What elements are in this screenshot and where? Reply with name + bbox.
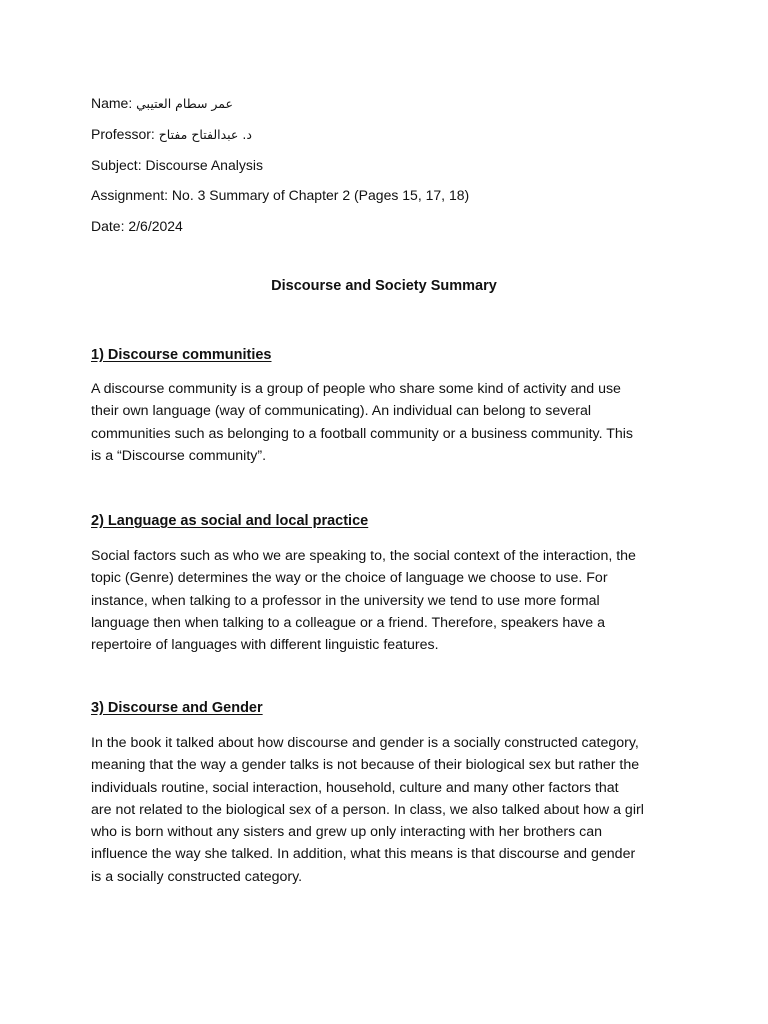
name-label: Name: xyxy=(91,95,133,111)
paragraph-line: individuals routine, social interaction, household, culture and many other factors that xyxy=(91,779,619,796)
section-heading-language-social-practice: 2) Language as social and local practice xyxy=(91,513,369,529)
name-line xyxy=(91,94,233,113)
section-heading-discourse-gender: 3) Discourse and Gender xyxy=(91,700,263,716)
paragraph-line: who is born without any sisters and grew up only interacting with her brothers can xyxy=(91,824,603,841)
name-value: عمر سطام العتيبي xyxy=(136,96,233,111)
paragraph-line: repertoire of languages with different linguistic features. xyxy=(91,637,439,654)
professor-label: Professor: xyxy=(91,126,155,142)
section-paragraph-language-social-practice xyxy=(91,545,676,656)
paragraph-line: language then when talking to a colleague or a friend. Therefore, speakers have a xyxy=(91,614,605,631)
paragraph-line: are not related to the biological sex of a person. In class, we also talked about how a girl xyxy=(91,801,644,818)
paragraph-line: their own language (way of communicating). An individual can belong to several xyxy=(91,403,592,420)
section-heading-discourse-communities: 1) Discourse communities xyxy=(91,347,272,363)
paragraph-line: meaning that the way a gender talks is not because of their biological sex but rather the xyxy=(91,757,640,774)
paragraph-line: influence the way she talked. In addition, what this means is that discourse and gender xyxy=(91,846,636,863)
date-line: Date: 2/6/2024 xyxy=(91,218,183,234)
paragraph-line: Social factors such as who we are speaking to, the social context of the interaction, the xyxy=(91,548,636,564)
paragraph-line: A discourse community is a group of people who share some kind of activity and use xyxy=(91,381,621,397)
paragraph-line: communities such as belonging to a football community or a business community. This xyxy=(91,425,634,442)
document-title: Discourse and Society Summary xyxy=(271,278,497,294)
section-paragraph-discourse-communities xyxy=(91,378,676,467)
professor-line xyxy=(91,125,252,144)
paragraph-line: is a socially constructed category. xyxy=(91,868,303,885)
paragraph-line: is a “Discourse community”. xyxy=(91,447,267,464)
paragraph-line: In the book it talked about how discourse and gender is a socially constructed category, xyxy=(91,735,639,751)
assignment-line: Assignment: No. 3 Summary of Chapter 2 (Pages 15, 17, 18) xyxy=(91,187,470,203)
section-paragraph-discourse-gender xyxy=(91,732,676,888)
subject-line: Subject: Discourse Analysis xyxy=(91,157,263,173)
paragraph-line: topic (Genre) determines the way or the choice of language we choose to use. For xyxy=(91,570,608,587)
professor-value: د. عبدالفتاح مفتاح xyxy=(158,127,252,142)
paragraph-line: instance, when talking to a professor in the university we tend to use more formal xyxy=(91,592,600,609)
